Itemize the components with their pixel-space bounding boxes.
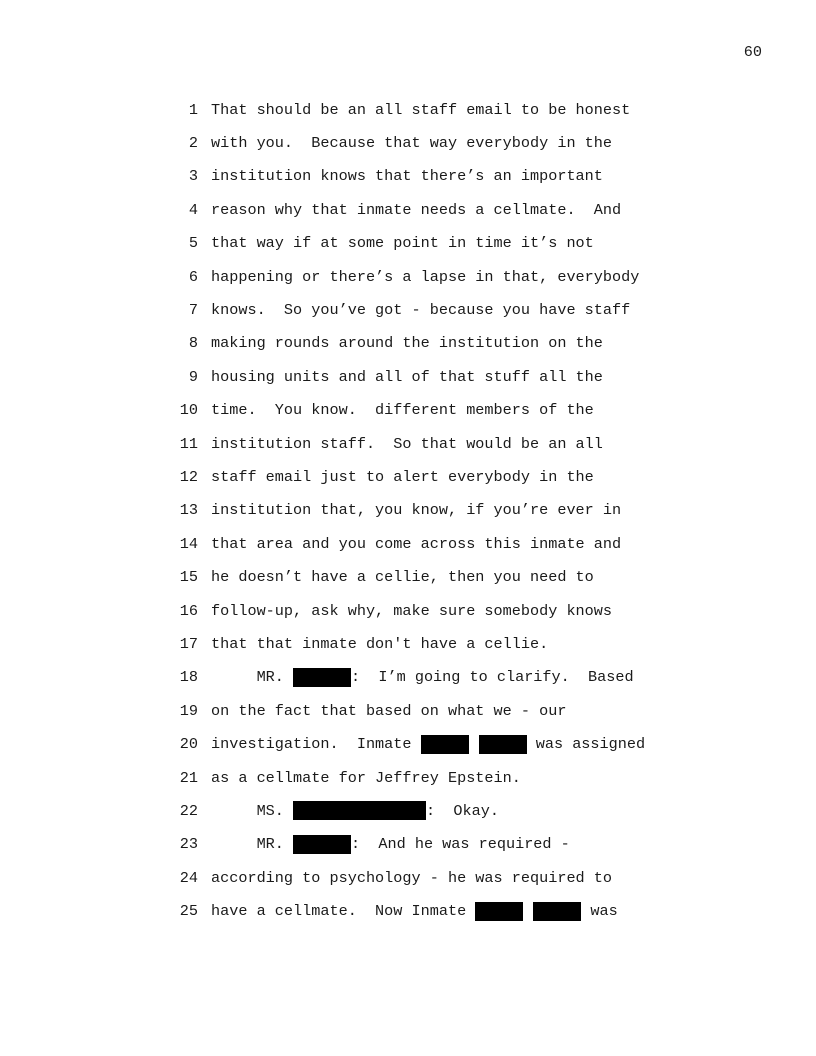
transcript-line [170,327,690,360]
redaction-block [421,735,469,754]
line-text: knows. So you’ve got - because you have staff [211,301,631,320]
line-text: that area and you come across this inmate and [211,534,622,553]
line-text: reason why that inmate needs a cellmate. And [211,200,622,219]
transcript-line [170,494,690,527]
line-number: 10 [179,401,198,420]
transcript-line [170,627,690,660]
line-number: 12 [179,467,198,486]
line-number: 24 [179,868,198,887]
line-number: 25 [179,902,198,921]
line-number: 18 [179,668,198,687]
transcript-line [170,193,690,226]
transcript-line [170,360,690,393]
transcript-line [170,160,690,193]
line-text [211,801,499,820]
line-text: that that inmate don't have a cellie. [211,634,549,653]
transcript-line [170,427,690,460]
line-number: 14 [179,534,198,553]
transcript-line [170,227,690,260]
line-text: institution staff. So that would be an all [211,434,603,453]
line-text: that way if at some point in time it’s not [211,234,594,253]
line-number: 19 [179,701,198,720]
transcript-line [170,527,690,560]
line-number: 11 [179,434,198,453]
transcript-line [170,861,690,894]
line-text: follow-up, ask why, make sure somebody knows [211,601,613,620]
redaction-block [293,668,351,687]
line-text: institution that, you know, if you’re ever in [211,501,622,520]
transcript-line [170,460,690,493]
line-number: 1 [188,100,198,119]
transcript-line [170,394,690,427]
transcript-body [170,93,690,928]
speaker-prefix: MR. [211,835,294,854]
line-number: 20 [179,735,198,754]
line-text: housing units and all of that stuff all the [211,367,603,386]
line-number: 15 [179,568,198,587]
speaker-prefix: MR. [211,668,294,687]
line-text-continued: : I’m going to clarify. Based [351,668,634,687]
line-number: 7 [188,301,198,320]
line-text [211,668,634,687]
line-text [211,835,570,854]
transcript-line [170,594,690,627]
line-text [211,735,645,754]
redaction-block [293,835,351,854]
line-number: 2 [188,134,198,153]
line-number: 4 [188,200,198,219]
line-number: 5 [188,234,198,253]
line-text-start: have a cellmate. Now Inmate [211,902,476,921]
line-number: 13 [179,501,198,520]
line-number: 21 [179,768,198,787]
transcript-line [170,761,690,794]
transcript-line [170,828,690,861]
transcript-line [170,560,690,593]
line-text [211,902,618,921]
line-text: according to psychology - he was required to [211,868,613,887]
line-text: happening or there’s a lapse in that, everybody [211,267,640,286]
line-text: staff email just to alert everybody in the [211,467,594,486]
line-text-continued: : And he was required - [351,835,570,854]
transcript-line [170,126,690,159]
line-text: That should be an all staff email to be honest [211,100,631,119]
line-text: as a cellmate for Jeffrey Epstein. [211,768,521,787]
line-number: 23 [179,835,198,854]
line-number: 16 [179,601,198,620]
speaker-prefix: MS. [211,801,294,820]
transcript-line [170,260,690,293]
line-text: he doesn’t have a cellie, then you need to [211,568,594,587]
line-text-start: investigation. Inmate [211,735,421,754]
transcript-line [170,93,690,126]
transcript-line [170,694,690,727]
line-text: with you. Because that way everybody in the [211,134,613,153]
line-text-continued: : Okay. [426,801,499,820]
line-number: 22 [179,801,198,820]
redaction-block [533,902,581,921]
redaction-block [475,902,523,921]
line-text: institution knows that there’s an important [211,167,603,186]
line-number: 9 [188,367,198,386]
line-text: on the fact that based on what we - our [211,701,567,720]
transcript-line [170,894,690,927]
line-text-continued: was [581,902,618,921]
page-number: 60 [743,43,762,61]
redaction-block [293,801,426,820]
transcript-line [170,794,690,827]
line-text-continued: was assigned [526,735,646,754]
line-text: time. You know. different members of the [211,401,594,420]
transcript-line [170,293,690,326]
line-number: 17 [179,634,198,653]
line-number: 3 [188,167,198,186]
redaction-block [479,735,527,754]
line-number: 8 [188,334,198,353]
line-text: making rounds around the institution on the [211,334,603,353]
line-number: 6 [188,267,198,286]
transcript-line [170,661,690,694]
transcript-line [170,727,690,760]
